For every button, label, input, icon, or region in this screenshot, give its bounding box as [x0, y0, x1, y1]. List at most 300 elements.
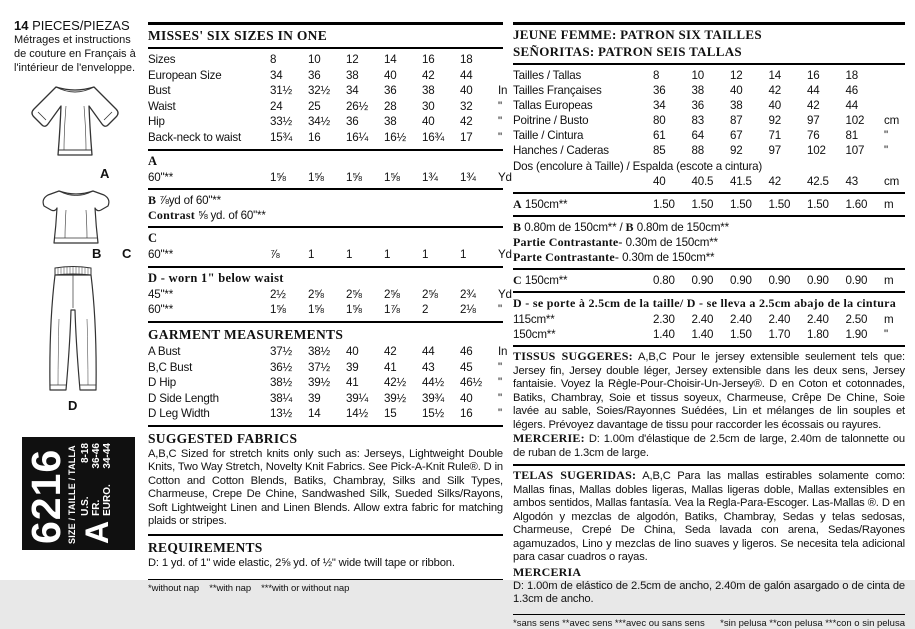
- view-b-yardage-fr: [513, 220, 905, 235]
- size-range-us: [80, 443, 91, 516]
- cell-value: 14: [384, 53, 397, 66]
- row-label: B,C Bust: [148, 360, 193, 374]
- cell-value: 40: [460, 84, 473, 98]
- cell-value: 0.90: [691, 273, 714, 287]
- divider: [148, 579, 503, 580]
- unit-label: ": [498, 360, 502, 374]
- table-row: [513, 83, 905, 98]
- cell-value: 40: [460, 391, 473, 405]
- table-row: [513, 174, 905, 189]
- cell-value: 42: [807, 99, 820, 113]
- table-row: [513, 273, 905, 288]
- table-row: [148, 406, 503, 422]
- size-ranges: [80, 443, 113, 516]
- table-row: [513, 312, 905, 327]
- size-range-euro: [102, 443, 113, 516]
- contrast-text: ⅝ yd. of 60"**: [194, 209, 266, 223]
- cell-value: 46: [845, 84, 858, 98]
- tissus-paragraph: [513, 350, 905, 432]
- cell-value: 39: [308, 391, 321, 405]
- cell-value: 15: [384, 407, 397, 421]
- unit-label: ": [498, 407, 502, 421]
- cell-value: ⅞: [270, 248, 280, 262]
- requirements-title: REQUIREMENTS: [148, 539, 263, 555]
- cell-value: 17: [460, 130, 473, 144]
- suggested-fabrics-body: A,B,C Sized for stretch knits only such as: Jerseys, Lightweight Double Knits, Two Way Stretch, Novelty Knit Fabrics. See Pick-A-Knit Rule®. D in Cotton and Cotton Blends, Batiks, Chambray, Silks and Silk Types, Charmeuse, Crepe De Chine, Sandwashed Silk, Sueded Silks/Rayons, Soft Lightweight Linen and Linen Blends. Allow extra fabric for matching plaids or stripes.: [148, 447, 503, 528]
- cell-value: 42.5: [807, 174, 829, 188]
- cell-value: 38¼: [270, 391, 292, 405]
- divider: [513, 268, 905, 270]
- mercerie-paragraph: [513, 432, 905, 460]
- cell-value: 18: [460, 53, 473, 66]
- row-label: Hip: [148, 115, 165, 129]
- cell-value: 16: [807, 69, 820, 82]
- garment-b-label: B: [92, 246, 102, 261]
- divider: [513, 63, 905, 65]
- row-label-lead: C: [513, 272, 522, 287]
- cell-value: 1.60: [845, 197, 868, 211]
- cell-value: 34: [270, 68, 283, 82]
- divider: [148, 47, 503, 49]
- nap-footnote-spanish: *sin pelusa **con pelusa ***con o sin pelusa: [720, 617, 905, 629]
- row-label: Taille / Cintura: [513, 129, 584, 143]
- table-row: [148, 170, 512, 186]
- unit-label: Yd: [498, 170, 512, 184]
- cell-value: 76: [807, 129, 820, 143]
- divider: [513, 614, 905, 615]
- table-row: [148, 375, 503, 391]
- cell-value: 88: [691, 144, 704, 158]
- mercerie-title: MERCERIE:: [513, 431, 585, 446]
- mercerie-body: D: 1.00m d'élastique de 2.5cm de large, 2.40m de talonnette ou de ruban de 1.3cm de large.: [513, 433, 905, 459]
- cell-value: 41: [384, 360, 397, 374]
- cell-value: 16½: [384, 130, 406, 144]
- view-d-heading-fr-es: D - se porte à 2.5cm de la taille/ D - se lleva a 2.5cm abajo de la cintura: [513, 295, 897, 310]
- telas-title: TELAS SUGERIDAS:: [513, 468, 637, 483]
- size-caption: SIZE / TAILLE / TALLA: [67, 445, 77, 544]
- cell-value: 38: [384, 115, 397, 129]
- table-row: [148, 83, 508, 99]
- row-label: Back-neck to waist: [148, 130, 242, 144]
- cell-value: 38: [346, 68, 359, 82]
- cell-value: 1.40: [691, 327, 714, 341]
- cell-value: 1⅝: [346, 170, 362, 184]
- cell-value: 46½: [460, 376, 482, 390]
- cell-value: 40: [730, 84, 743, 98]
- row-label: D Hip: [148, 376, 176, 390]
- table-row: [148, 52, 503, 68]
- size-range-fr: [91, 443, 102, 516]
- cell-value: 2¾: [460, 287, 476, 301]
- garment-measurements-title: GARMENT MEASUREMENTS: [148, 326, 344, 342]
- text: 0.30m de 150cm**: [619, 250, 715, 264]
- row-label: Bust: [148, 84, 171, 98]
- lead: B: [625, 219, 634, 234]
- pieces-count-line: [14, 18, 144, 33]
- garment-d-illustration: [38, 264, 108, 396]
- cell-value: 1: [384, 248, 391, 262]
- cell-value: 1: [422, 248, 429, 262]
- table-row: [513, 128, 905, 143]
- cell-value: 43: [845, 174, 858, 188]
- cell-value: 12: [730, 69, 743, 82]
- table-row: [513, 113, 905, 128]
- lead: Partie Contrastante-: [513, 234, 623, 249]
- cell-value: 38½: [270, 376, 292, 390]
- cell-value: 1.50: [730, 327, 752, 341]
- cell-value: 46: [460, 344, 473, 358]
- divider: [148, 425, 503, 427]
- unit-label: [498, 68, 503, 84]
- cell-value: 37½: [270, 344, 292, 358]
- cell-value: 2.30: [653, 312, 675, 326]
- cell-value: 1.80: [807, 327, 829, 341]
- divider: [513, 345, 905, 347]
- nap-footnote: *without nap **with nap ***with or without nap: [148, 583, 350, 595]
- row-label: Waist: [148, 99, 176, 113]
- range-value: 36-46: [91, 443, 102, 469]
- contrast-yardage: [148, 208, 503, 223]
- cell-value: 1¾: [460, 170, 476, 184]
- cell-value: 1⅝: [308, 170, 324, 184]
- cell-value: 30: [422, 99, 435, 113]
- text: 0.80m de 150cm** /: [521, 220, 626, 234]
- row-label: A Bust: [148, 344, 181, 358]
- contrast-es: [513, 250, 905, 265]
- divider: [148, 534, 503, 536]
- row-label: A 150cm**: [513, 196, 568, 211]
- divider: [148, 149, 503, 151]
- range-value: 8-18: [80, 443, 91, 464]
- cell-value: 38: [730, 99, 743, 113]
- cell-value: 28: [384, 99, 397, 113]
- lead: B: [513, 219, 522, 234]
- top-a-drawing: [24, 76, 126, 168]
- requirements-body: D: 1 yd. of 1" wide elastic, 2⅝ yd. of ½" wide twill tape or ribbon.: [148, 556, 455, 569]
- row-label: 60"**: [148, 248, 174, 262]
- cell-value: 1.50: [653, 197, 675, 211]
- cell-value: 36: [653, 84, 666, 98]
- contrast-fr: [513, 235, 905, 250]
- cell-value: 25: [308, 99, 321, 113]
- cell-value: 2⅝: [384, 287, 400, 301]
- view-b-lead: B: [148, 193, 157, 208]
- cell-value: 1.70: [768, 327, 791, 341]
- tissus-body: A,B,C Pour le jersey extensible seulement tels que: Jersey fin, Jersey double léger, Jersey extensible dans les deux sens, Jersey fantaisie. Voyez la Règle-Pour-Choisir-Un-Jersey®. D en Coton et cotonnades, Batiks, Chambray, Soie et tissus soyeux, Charmeuse, Crêpe De Chine, Soie lavée au sable, Soies/Rayonnes Suédées, Lin et mélanges de lin souples et légers. Prévoyez davantage de tissu pour raccorder les écossais ou rayures.: [513, 351, 905, 431]
- cell-value: 81: [845, 129, 858, 143]
- cell-value: 1.50: [768, 197, 791, 211]
- cell-value: 2.40: [768, 312, 791, 326]
- cell-value: 26½: [346, 99, 368, 113]
- cell-value: 1¾: [422, 170, 438, 184]
- row-label: European Size: [148, 68, 222, 82]
- telas-body: A,B,C Para las mallas estirables solamente como: Mallas finas, Mallas dobles ligeras, Mallas ligeras doble, Mallas extensibles en ambos sentidos, Mallas fantasía. Vea la Regla-Para-Escoger. Las-Mallas ®. D en Algodón y mezclas de algodón, Batiks, Chambray, Sedas y telas sedosas, Charmeuse, Crepé De China, Seda lavada con arena, Sedas/Rayones agamuzados, Lino y mezclas de lino suaves y ligeros. Se necesita tela adicional para casar cuadros o rayas.: [513, 470, 905, 564]
- pants-d-drawing: [38, 264, 108, 396]
- cell-value: 40: [346, 344, 359, 358]
- cell-value: 2.50: [845, 312, 868, 326]
- unit-label: [884, 83, 905, 98]
- french-title: JEUNE FEMME: PATRON SIX TAILLES: [513, 27, 762, 42]
- table-row: [148, 344, 508, 360]
- view-b-yardage: [148, 193, 503, 208]
- cell-value: 34: [346, 84, 359, 98]
- top-bc-drawing: [28, 186, 124, 248]
- garment-a-label: A: [100, 166, 110, 181]
- cell-value: 42½: [384, 376, 406, 390]
- cell-value: 16¾: [422, 130, 444, 144]
- row-label-lead: A: [513, 196, 522, 211]
- cell-value: 36: [691, 99, 704, 113]
- unit-label: m: [884, 197, 894, 211]
- row-label: [513, 174, 653, 189]
- cell-value: 12: [346, 53, 359, 66]
- unit-label: ": [498, 115, 502, 129]
- table-row: [513, 143, 905, 158]
- unit-label: ": [884, 129, 888, 143]
- cell-value: 42: [768, 174, 781, 188]
- divider: [513, 215, 905, 217]
- cell-value: 102: [807, 144, 826, 158]
- cell-value: 97: [807, 114, 820, 128]
- row-label: Tallas Europeas: [513, 99, 593, 113]
- text: 0.30m de 150cm**: [622, 235, 718, 249]
- row-label: 115cm**: [513, 312, 555, 326]
- unit-label: ": [498, 391, 502, 405]
- table-row: [513, 98, 905, 113]
- cell-value: 39¼: [346, 391, 368, 405]
- cell-value: 0.90: [730, 273, 752, 287]
- unit-label: m: [884, 273, 894, 287]
- pattern-number: 6216: [23, 448, 69, 544]
- cell-value: 36: [346, 115, 359, 129]
- cell-value: 41: [346, 376, 359, 390]
- cell-value: 0.90: [807, 273, 829, 287]
- merceria-body: D: 1.00m de elástico de 2.5cm de ancho, 2.40m de galón asargado o de cinta de 1.3cm de ancho.: [513, 579, 905, 606]
- nap-footnotes-fr-es: [513, 618, 905, 629]
- french-spanish-column: [513, 22, 905, 629]
- cell-value: 1⅞: [384, 303, 400, 317]
- cell-value: 14: [768, 69, 781, 82]
- badge-size-block: [80, 443, 113, 544]
- pieces-count: 14: [14, 18, 29, 33]
- english-column: [148, 22, 512, 595]
- table-row: [148, 302, 503, 318]
- unit-label: cm: [884, 174, 900, 188]
- cell-value: 42: [460, 115, 473, 129]
- divider: [148, 22, 503, 25]
- cell-value: 38½: [308, 344, 330, 358]
- row-label: Poitrine / Busto: [513, 114, 589, 128]
- cell-value: 2⅝: [308, 287, 324, 301]
- cell-value: 34½: [308, 115, 330, 129]
- row-label: D Side Length: [148, 391, 219, 405]
- cell-value: 10: [691, 69, 704, 82]
- unit-label: ": [498, 303, 502, 317]
- table-row: [148, 287, 512, 303]
- table-row: [148, 360, 503, 376]
- cell-value: 36: [384, 84, 397, 98]
- unit-label: ": [498, 99, 502, 113]
- cell-value: 16: [308, 130, 321, 144]
- divider: [148, 226, 503, 228]
- table-row: [148, 114, 503, 130]
- cell-value: 18: [845, 69, 858, 82]
- suggested-fabrics-title: SUGGESTED FABRICS: [148, 430, 298, 446]
- cell-value: 44: [422, 344, 435, 358]
- cell-value: 102: [845, 114, 865, 128]
- cell-value: 1: [346, 248, 353, 262]
- table-row: [148, 247, 512, 263]
- cell-value: 8: [270, 53, 277, 66]
- nap-footnote-french: *sans sens **avec sens ***avec ou sans sens: [513, 617, 705, 629]
- garment-c-label: C: [122, 246, 132, 261]
- table-row: [148, 68, 503, 84]
- cell-value: 36½: [270, 360, 292, 374]
- view-a-heading: A: [148, 153, 158, 168]
- range-key: EURO.: [102, 484, 113, 516]
- row-label: 45"**: [148, 287, 174, 301]
- unit-label: ": [884, 144, 888, 158]
- cell-value: 16: [422, 53, 435, 66]
- view-d-heading: D - worn 1" below waist: [148, 270, 284, 285]
- row-label: Tailles / Tallas: [513, 69, 582, 82]
- pieces-label: PIECES/PIEZAS: [28, 18, 130, 33]
- row-label: Sizes: [148, 53, 176, 66]
- row-label: 60"**: [148, 170, 174, 184]
- cell-value: 40: [653, 174, 666, 188]
- cell-value: 40: [422, 115, 435, 129]
- left-column: [14, 18, 144, 75]
- cell-value: 44: [460, 68, 473, 82]
- garment-bc-illustration: [28, 186, 124, 248]
- lead: Parte Contrastante-: [513, 249, 620, 264]
- cell-value: 2.40: [807, 312, 829, 326]
- back-neck-label: Dos (encolure à Taille) / Espalda (escote a cintura): [513, 159, 763, 173]
- contrast-lead: Contrast: [148, 208, 195, 223]
- row-label: 150cm**: [513, 327, 556, 341]
- pattern-number-badge: [22, 437, 135, 550]
- cell-value: 36: [308, 68, 321, 82]
- cell-value: 1⅝: [346, 303, 362, 317]
- cell-value: 40.5: [691, 174, 714, 188]
- cell-value: 92: [730, 144, 743, 158]
- cell-value: 44: [845, 99, 858, 113]
- cell-value: 32½: [308, 84, 330, 98]
- cell-value: 0.90: [845, 273, 868, 287]
- cell-value: 107: [845, 144, 865, 158]
- table-row: [513, 197, 905, 212]
- garment-d-label: D: [68, 398, 78, 413]
- cell-value: 13½: [270, 407, 292, 421]
- cell-value: 0.90: [768, 273, 791, 287]
- cell-value: 24: [270, 99, 283, 113]
- divider: [513, 464, 905, 466]
- divider: [148, 266, 503, 268]
- divider: [148, 188, 503, 190]
- unit-label: m: [884, 312, 894, 326]
- unit-label: Yd: [498, 287, 512, 301]
- cell-value: 8: [653, 69, 660, 82]
- cell-value: 2⅝: [346, 287, 362, 301]
- cell-value: 10: [308, 53, 321, 66]
- cell-value: 1.90: [845, 327, 868, 341]
- cell-value: 2⅛: [460, 303, 476, 317]
- table-row: [148, 99, 503, 115]
- size-letter: A: [78, 520, 115, 544]
- divider: [513, 192, 905, 194]
- divider: [148, 321, 503, 323]
- table-row: [148, 130, 503, 146]
- range-key: U.S.: [80, 496, 91, 516]
- cell-value: 0.80: [653, 273, 675, 287]
- text: 0.80m de 150cm**: [633, 220, 729, 234]
- cell-value: 87: [730, 114, 743, 128]
- garment-a-illustration: [24, 76, 126, 168]
- cell-value: 2: [422, 303, 429, 317]
- merceria-title: MERCERIA: [513, 564, 582, 579]
- cell-value: 15¾: [270, 130, 292, 144]
- cell-value: 14: [308, 407, 321, 421]
- cell-value: 39: [346, 360, 359, 374]
- cell-value: 39½: [384, 391, 406, 405]
- row-label: D Leg Width: [148, 407, 210, 421]
- cell-value: 38: [691, 84, 704, 98]
- cell-value: 31½: [270, 84, 292, 98]
- cell-value: 83: [691, 114, 704, 128]
- row-label: Tailles Françaises: [513, 84, 602, 98]
- cell-value: 41.5: [730, 174, 752, 188]
- cell-value: 2.40: [691, 312, 714, 326]
- cell-value: 42: [768, 84, 781, 98]
- table-row: [513, 327, 905, 342]
- range-value: 34-44: [102, 443, 113, 469]
- misses-title: MISSES' SIX SIZES IN ONE: [148, 28, 328, 43]
- french-note-line-1: Métrages et instructions: [14, 34, 131, 46]
- cell-value: 37½: [308, 360, 330, 374]
- cell-value: 14½: [346, 407, 368, 421]
- spanish-title: SEÑORITAS: PATRON SEIS TALLAS: [513, 44, 742, 59]
- cell-value: 1.50: [807, 197, 829, 211]
- unit-label: ": [884, 327, 888, 341]
- cell-value: 16¼: [346, 130, 368, 144]
- cell-value: 44½: [422, 376, 444, 390]
- unit-label: ": [498, 130, 502, 144]
- unit-label: In: [498, 84, 508, 98]
- cell-value: 32: [460, 99, 473, 113]
- cell-value: 2½: [270, 287, 286, 301]
- divider: [513, 291, 905, 293]
- view-b-text: ⅞yd of 60"**: [156, 194, 221, 208]
- cell-value: 16: [460, 407, 473, 421]
- cell-value: 39¾: [422, 391, 444, 405]
- french-note-line-2: de couture en Français à: [14, 48, 136, 60]
- table-row: [513, 68, 905, 83]
- cell-value: 85: [653, 144, 666, 158]
- cell-value: 97: [768, 144, 781, 158]
- cell-value: 1: [460, 248, 467, 262]
- cell-value: 1⅝: [384, 170, 400, 184]
- cell-value: 1.40: [653, 327, 675, 341]
- cell-value: 1⅝: [308, 303, 324, 317]
- divider: [513, 22, 905, 25]
- cell-value: 64: [691, 129, 704, 143]
- cell-value: 92: [768, 114, 781, 128]
- cell-value: 33½: [270, 115, 292, 129]
- view-c-heading: C: [148, 231, 158, 246]
- cell-value: 1⅝: [270, 170, 286, 184]
- unit-label: [884, 98, 905, 113]
- cell-value: 40: [384, 68, 397, 82]
